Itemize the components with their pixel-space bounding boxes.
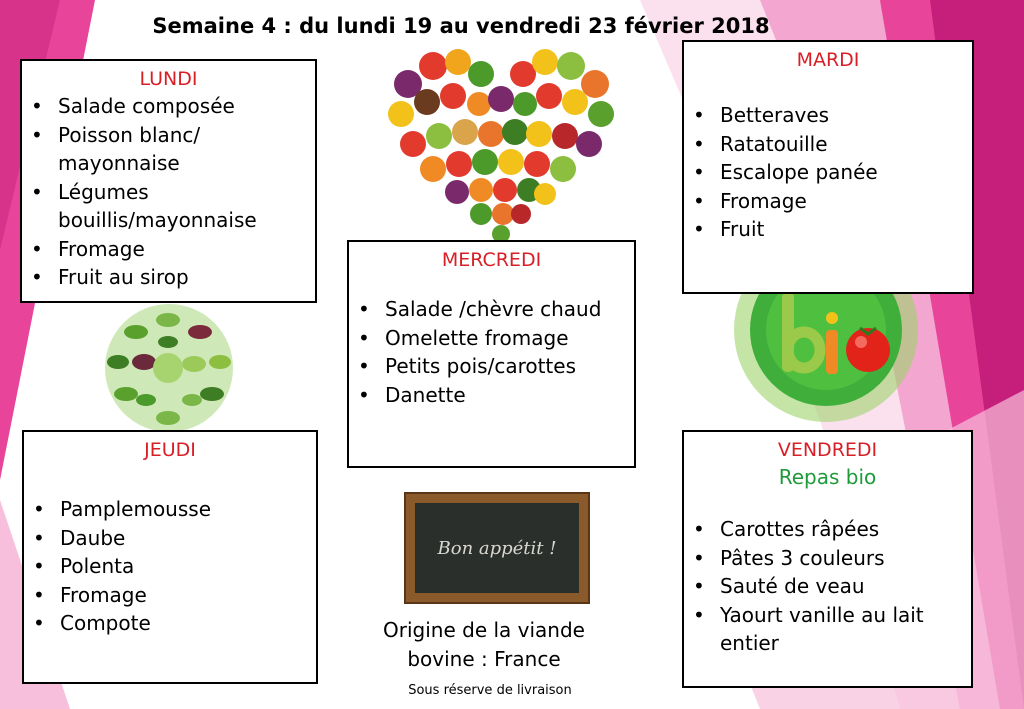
- menu-item: • Petits pois/carottes: [349, 352, 634, 381]
- menu-list-mercredi: [349, 295, 634, 409]
- chalkboard-surface: [415, 503, 579, 593]
- menu-list-vendredi: [684, 515, 971, 658]
- menu-list-jeudi: [24, 495, 316, 638]
- mardi-card: [682, 40, 974, 294]
- menu-list-mardi: [684, 101, 972, 244]
- menu-item: • Danette: [349, 381, 634, 410]
- delivery-disclaimer: Sous réserve de livraison: [408, 683, 572, 698]
- menu-item: • Pâtes 3 couleurs: [684, 544, 971, 573]
- page-title: Semaine 4 : du lundi 19 au vendredi 23 février 2018: [152, 14, 770, 38]
- meat-origin-note: Origine de la viande bovine : France: [383, 618, 585, 671]
- menu-item: • Pamplemousse: [24, 495, 316, 524]
- menu-item: • Salade /chèvre chaud: [349, 295, 634, 324]
- menu-item: • Escalope panée: [684, 158, 972, 187]
- menu-item: • Fromage: [684, 187, 972, 216]
- menu-item: • Betteraves: [684, 101, 972, 130]
- menu-item: • Daube: [24, 524, 316, 553]
- mercredi-card: [347, 240, 636, 468]
- menu-item: • Yaourt vanille au lait entier: [684, 601, 971, 658]
- day-label-mercredi: MERCREDI: [441, 249, 542, 271]
- menu-item: • Salade composée: [22, 92, 315, 121]
- menu-item: • Fromage: [24, 581, 316, 610]
- menu-item: • Poisson blanc/ mayonnaise: [22, 121, 315, 178]
- leaf-circle-illustration: [96, 302, 242, 434]
- lundi-card: [20, 59, 317, 303]
- day-label-vendredi: VENDREDI: [777, 439, 878, 461]
- vendredi-card: [682, 430, 973, 688]
- day-label-lundi: LUNDI: [139, 68, 198, 90]
- day-label-jeudi: JEUDI: [144, 439, 196, 461]
- menu-item: • Ratatouille: [684, 130, 972, 159]
- menu-item: • Omelette fromage: [349, 324, 634, 353]
- menu-item: • Compote: [24, 609, 316, 638]
- bio-meal-subtitle: Repas bio: [778, 465, 877, 489]
- menu-item: • Fruit: [684, 215, 972, 244]
- day-label-mardi: MARDI: [796, 49, 860, 71]
- menu-item: • Fruit au sirop: [22, 263, 315, 292]
- chalkboard-text: Bon appétit !: [437, 537, 557, 559]
- fruit-heart-illustration: [383, 44, 619, 244]
- menu-item: • Fromage: [22, 235, 315, 264]
- menu-item: • Légumes bouillis/mayonnaise: [22, 178, 315, 235]
- chalkboard: [404, 492, 590, 604]
- menu-item: • Polenta: [24, 552, 316, 581]
- jeudi-card: [22, 430, 318, 684]
- menu-item: • Sauté de veau: [684, 572, 971, 601]
- menu-item: • Carottes râpées: [684, 515, 971, 544]
- menu-list-lundi: [22, 92, 315, 292]
